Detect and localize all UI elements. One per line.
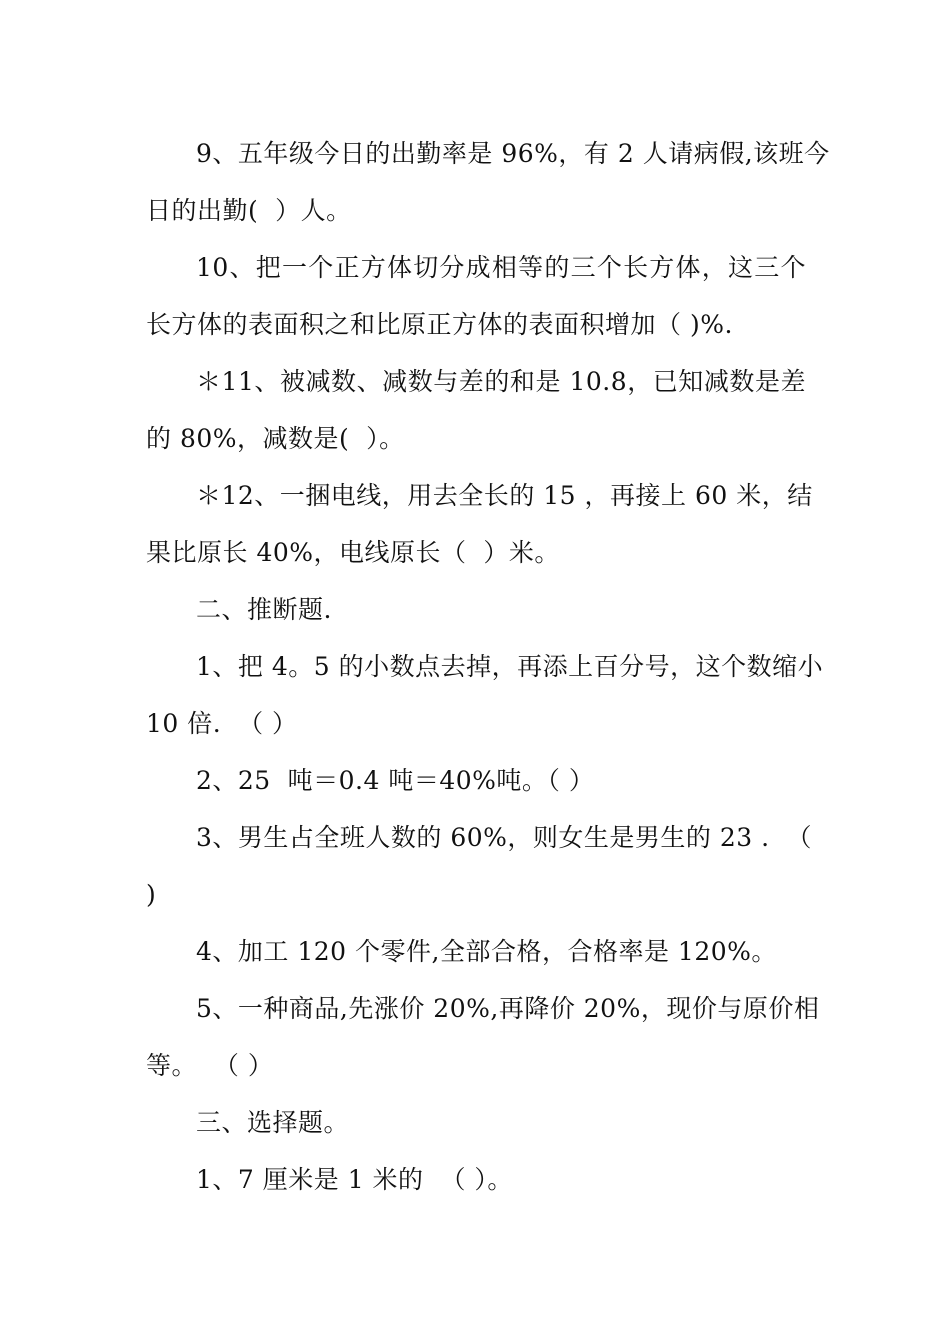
choice-1-line: 1、7 厘米是 1 米的 （ ）。 <box>196 1165 513 1194</box>
judge-1-line-2: 10 倍. （ ） <box>146 709 298 738</box>
question-12-line-1: ＊12、一捆电线，用去全长的 15 ，再接上 60 米，结 <box>196 481 813 510</box>
judge-2-line: 2、25 吨＝0.4 吨＝40%吨。（ ） <box>196 766 595 795</box>
section-2-heading: 二、推断题. <box>196 595 332 624</box>
question-10-line-2: 长方体的表面积之和比原正方体的表面积增加（ )%. <box>146 310 733 339</box>
question-11-line-2: 的 80%，减数是( ）。 <box>146 424 405 453</box>
judge-1-line-1: 1、把 4。5 的小数点去掉，再添上百分号，这个数缩小 <box>196 652 824 681</box>
judge-5-line-1: 5、一种商品,先涨价 20%,再降价 20%，现价与原价相 <box>196 994 820 1023</box>
question-9-line-1: 9、五年级今日的出勤率是 96%，有 2 人请病假,该班今 <box>196 139 830 168</box>
judge-5-line-2: 等。 （ ） <box>146 1051 274 1080</box>
judge-3-line-2: ) <box>146 880 157 909</box>
judge-4-line: 4、加工 120 个零件,全部合格，合格率是 120%。 <box>196 937 777 966</box>
section-3-heading: 三、选择题。 <box>196 1108 350 1137</box>
question-10-line-1: 10、把一个正方体切分成相等的三个长方体，这三个 <box>196 253 806 282</box>
question-9-line-2: 日的出勤( ）人。 <box>146 196 352 225</box>
question-11-line-1: ＊11、被减数、减数与差的和是 10.8，已知减数是差 <box>196 367 806 396</box>
judge-3-line-1: 3、男生占全班人数的 60%，则女生是男生的 23 . （ <box>196 823 812 852</box>
question-12-line-2: 果比原长 40%，电线原长（ ）米。 <box>146 538 560 567</box>
